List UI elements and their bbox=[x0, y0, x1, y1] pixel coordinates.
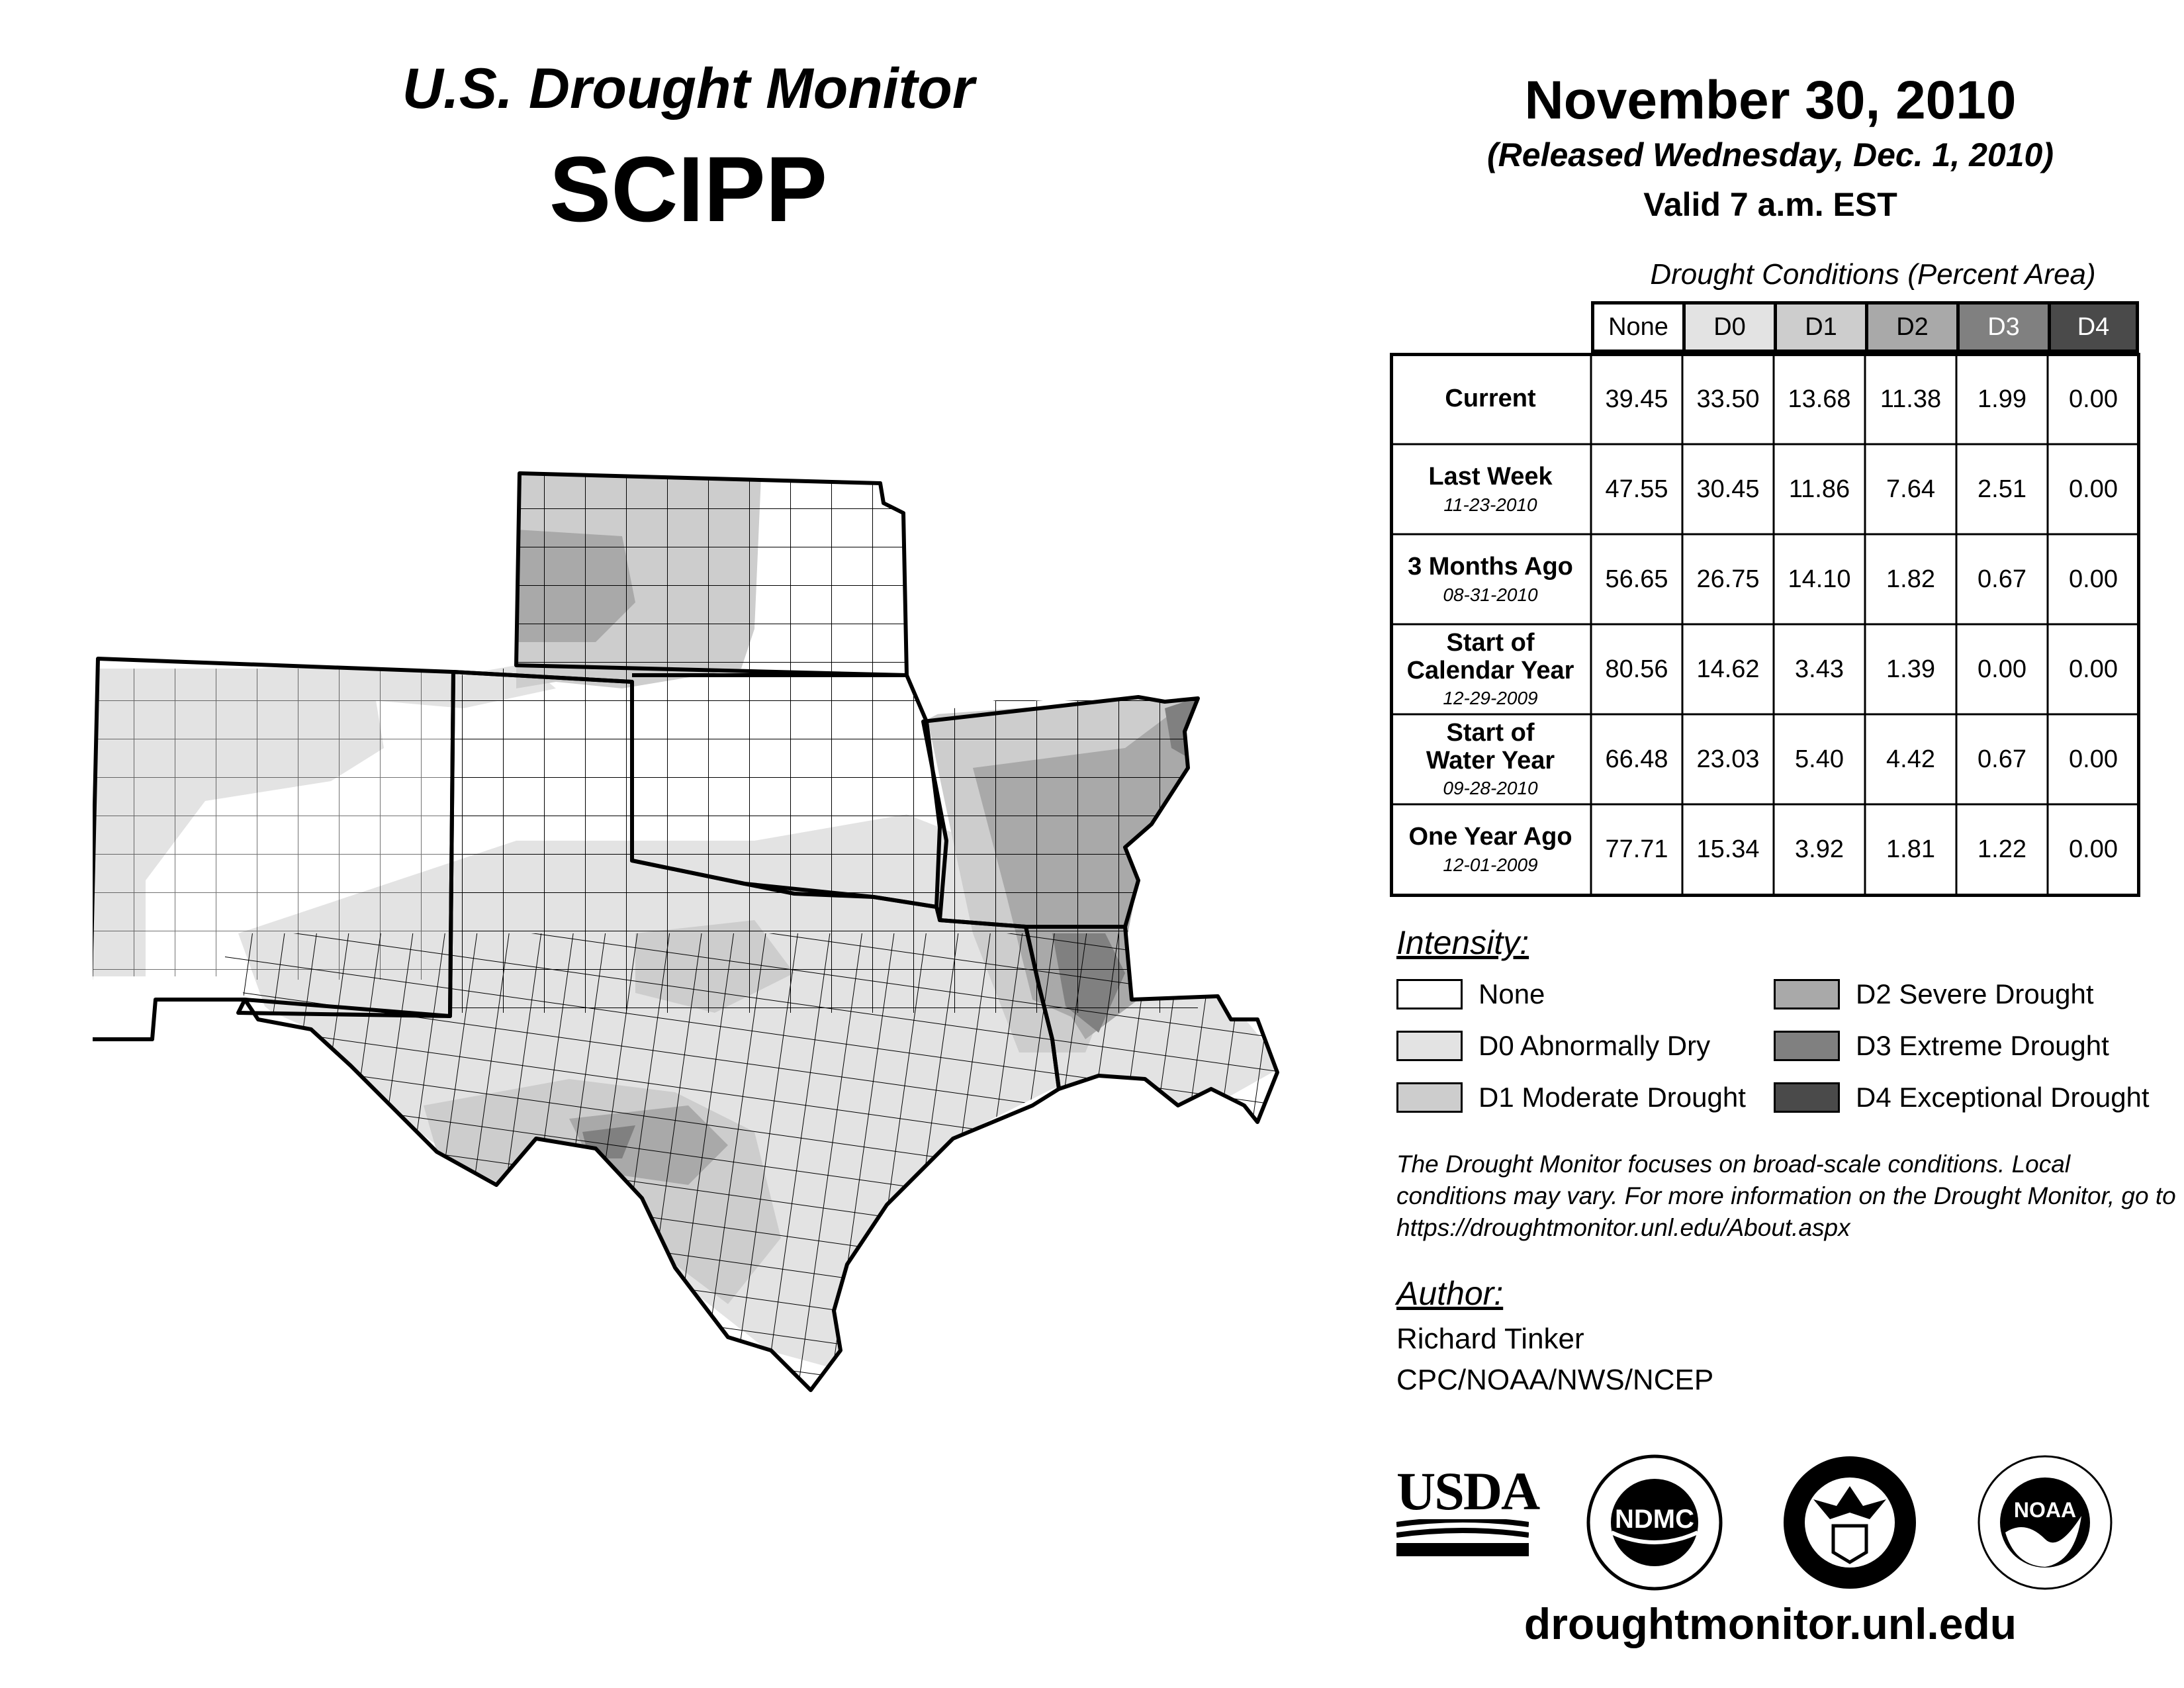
cell-one-year-d4: 0.00 bbox=[2069, 835, 2118, 863]
noaa-seal-icon bbox=[1976, 1453, 2115, 1592]
noaa-logo-text: NOAA bbox=[2013, 1498, 2077, 1522]
row-date: 09-28-2010 bbox=[1443, 778, 1538, 799]
cell-3-months-d3: 0.67 bbox=[1978, 565, 2026, 593]
row-date: 12-01-2009 bbox=[1443, 854, 1538, 875]
cell-water-year-d1: 5.40 bbox=[1795, 745, 1844, 773]
legend-label: D3 Extreme Drought bbox=[1856, 1030, 2109, 1061]
cell-last-week-d0: 30.45 bbox=[1696, 475, 1760, 503]
row-date: 12-29-2009 bbox=[1443, 688, 1538, 709]
row-title: Start of Calendar Year bbox=[1406, 628, 1574, 684]
disclaimer-note: The Drought Monitor focuses on broad-scale conditions. Local conditions may vary. For more information on the Drought Monitor, go to https://droughtmonitor.unl.edu/About.aspx bbox=[1396, 1150, 2176, 1241]
usda-logo bbox=[1396, 1461, 1539, 1559]
ndmc-logo-text: NDMC bbox=[1615, 1505, 1694, 1534]
cell-water-year-d4: 0.00 bbox=[2069, 745, 2118, 773]
valid-time: Valid 7 a.m. EST bbox=[1643, 186, 1897, 223]
cell-one-year-d0: 15.34 bbox=[1696, 835, 1760, 863]
cell-last-week-d3: 2.51 bbox=[1978, 475, 2026, 503]
noaa-logo bbox=[1976, 1453, 2115, 1592]
author-name: Richard Tinker bbox=[1396, 1323, 1584, 1355]
row-label-current bbox=[1390, 354, 1591, 444]
commerce-logo bbox=[1780, 1453, 1919, 1592]
release-date: (Released Wednesday, Dec. 1, 2010) bbox=[1487, 136, 2054, 173]
ndmc-logo bbox=[1585, 1453, 1724, 1592]
website-url: droughtmonitor.unl.edu bbox=[1524, 1599, 2017, 1648]
legend-swatch bbox=[1396, 1031, 1463, 1061]
legend-item-d2 bbox=[1774, 978, 2094, 1010]
cell-last-week-none: 47.55 bbox=[1605, 475, 1668, 503]
cell-last-week-d4: 0.00 bbox=[2069, 475, 2118, 503]
drought-map bbox=[93, 470, 1317, 1463]
legend-swatch bbox=[1774, 979, 1840, 1009]
legend-label: D0 Abnormally Dry bbox=[1479, 1030, 1711, 1061]
legend-label: D1 Moderate Drought bbox=[1479, 1082, 1746, 1113]
table-caption: Drought Conditions (Percent Area) bbox=[1650, 258, 2096, 291]
cell-current-none: 39.45 bbox=[1605, 385, 1668, 413]
usda-logo-text: USDA bbox=[1396, 1461, 1539, 1521]
commerce-seal-icon bbox=[1780, 1453, 1919, 1592]
legend-item-d3 bbox=[1774, 1030, 2109, 1062]
col-header-d4: D4 bbox=[2048, 301, 2139, 353]
col-header-d1: D1 bbox=[1774, 301, 1865, 353]
map-date: November 30, 2010 bbox=[1524, 70, 2017, 130]
author-org: CPC/NOAA/NWS/NCEP bbox=[1396, 1364, 1714, 1396]
region-title: SCIPP bbox=[549, 137, 828, 241]
cell-3-months-d0: 26.75 bbox=[1696, 565, 1760, 593]
legend-swatch bbox=[1774, 1082, 1840, 1113]
legend-label: D4 Exceptional Drought bbox=[1856, 1082, 2150, 1113]
cell-calendar-year-d3: 0.00 bbox=[1978, 655, 2026, 683]
col-header-d3: D3 bbox=[1956, 301, 2048, 353]
row-label-3-months bbox=[1390, 534, 1591, 624]
cell-water-year-d3: 0.67 bbox=[1978, 745, 2026, 773]
row-label-one-year bbox=[1390, 804, 1591, 894]
cell-calendar-year-d4: 0.00 bbox=[2069, 655, 2118, 683]
cell-calendar-year-d1: 3.43 bbox=[1795, 655, 1844, 683]
row-title: Current bbox=[1445, 385, 1536, 413]
cell-calendar-year-d0: 14.62 bbox=[1696, 655, 1760, 683]
cell-one-year-none: 77.71 bbox=[1605, 835, 1668, 863]
legend-swatch bbox=[1396, 1082, 1463, 1113]
row-label-last-week bbox=[1390, 444, 1591, 534]
row-label-calendar-year bbox=[1390, 624, 1591, 714]
row-label-water-year bbox=[1390, 714, 1591, 804]
legend-item-d0 bbox=[1396, 1030, 1710, 1062]
cell-calendar-year-none: 80.56 bbox=[1605, 655, 1668, 683]
cell-current-d2: 11.38 bbox=[1880, 385, 1942, 413]
row-title: One Year Ago bbox=[1408, 822, 1572, 851]
cell-calendar-year-d2: 1.39 bbox=[1886, 655, 1935, 683]
cell-one-year-d1: 3.92 bbox=[1795, 835, 1844, 863]
row-title: Last Week bbox=[1428, 462, 1553, 491]
cell-last-week-d2: 7.64 bbox=[1886, 475, 1935, 503]
legend-title: Intensity: bbox=[1396, 924, 1529, 961]
cell-water-year-d0: 23.03 bbox=[1696, 745, 1760, 773]
cell-one-year-d2: 1.81 bbox=[1886, 835, 1935, 863]
col-header-d0: D0 bbox=[1682, 301, 1774, 353]
legend-swatch bbox=[1396, 979, 1463, 1009]
cell-3-months-d2: 1.82 bbox=[1886, 565, 1935, 593]
legend-item-d1 bbox=[1396, 1082, 1746, 1113]
col-header-d2: D2 bbox=[1865, 301, 1956, 353]
legend-label: None bbox=[1479, 978, 1545, 1009]
usda-hills-icon bbox=[1396, 1519, 1529, 1559]
cell-current-d3: 1.99 bbox=[1978, 385, 2026, 413]
legend-swatch bbox=[1774, 1031, 1840, 1061]
cell-water-year-none: 66.48 bbox=[1605, 745, 1668, 773]
legend-item-d4 bbox=[1774, 1082, 2150, 1113]
legend-label: D2 Severe Drought bbox=[1856, 978, 2094, 1009]
cell-current-d0: 33.50 bbox=[1696, 385, 1760, 413]
row-date: 11-23-2010 bbox=[1443, 494, 1537, 515]
row-title: 3 Months Ago bbox=[1408, 552, 1573, 581]
cell-last-week-d1: 11.86 bbox=[1788, 475, 1850, 503]
cell-3-months-none: 56.65 bbox=[1605, 565, 1668, 593]
col-header-none: None bbox=[1591, 301, 1682, 353]
cell-one-year-d3: 1.22 bbox=[1978, 835, 2026, 863]
cell-water-year-d2: 4.42 bbox=[1886, 745, 1935, 773]
legend-item-none bbox=[1396, 978, 1545, 1010]
cell-3-months-d4: 0.00 bbox=[2069, 565, 2118, 593]
cell-current-d1: 13.68 bbox=[1788, 385, 1851, 413]
author-title: Author: bbox=[1396, 1275, 1504, 1312]
row-date: 08-31-2010 bbox=[1443, 584, 1538, 605]
map-title: U.S. Drought Monitor bbox=[402, 57, 975, 120]
cell-current-d4: 0.00 bbox=[2069, 385, 2118, 413]
cell-3-months-d1: 14.10 bbox=[1788, 565, 1851, 593]
row-title: Start of Water Year bbox=[1426, 718, 1555, 774]
